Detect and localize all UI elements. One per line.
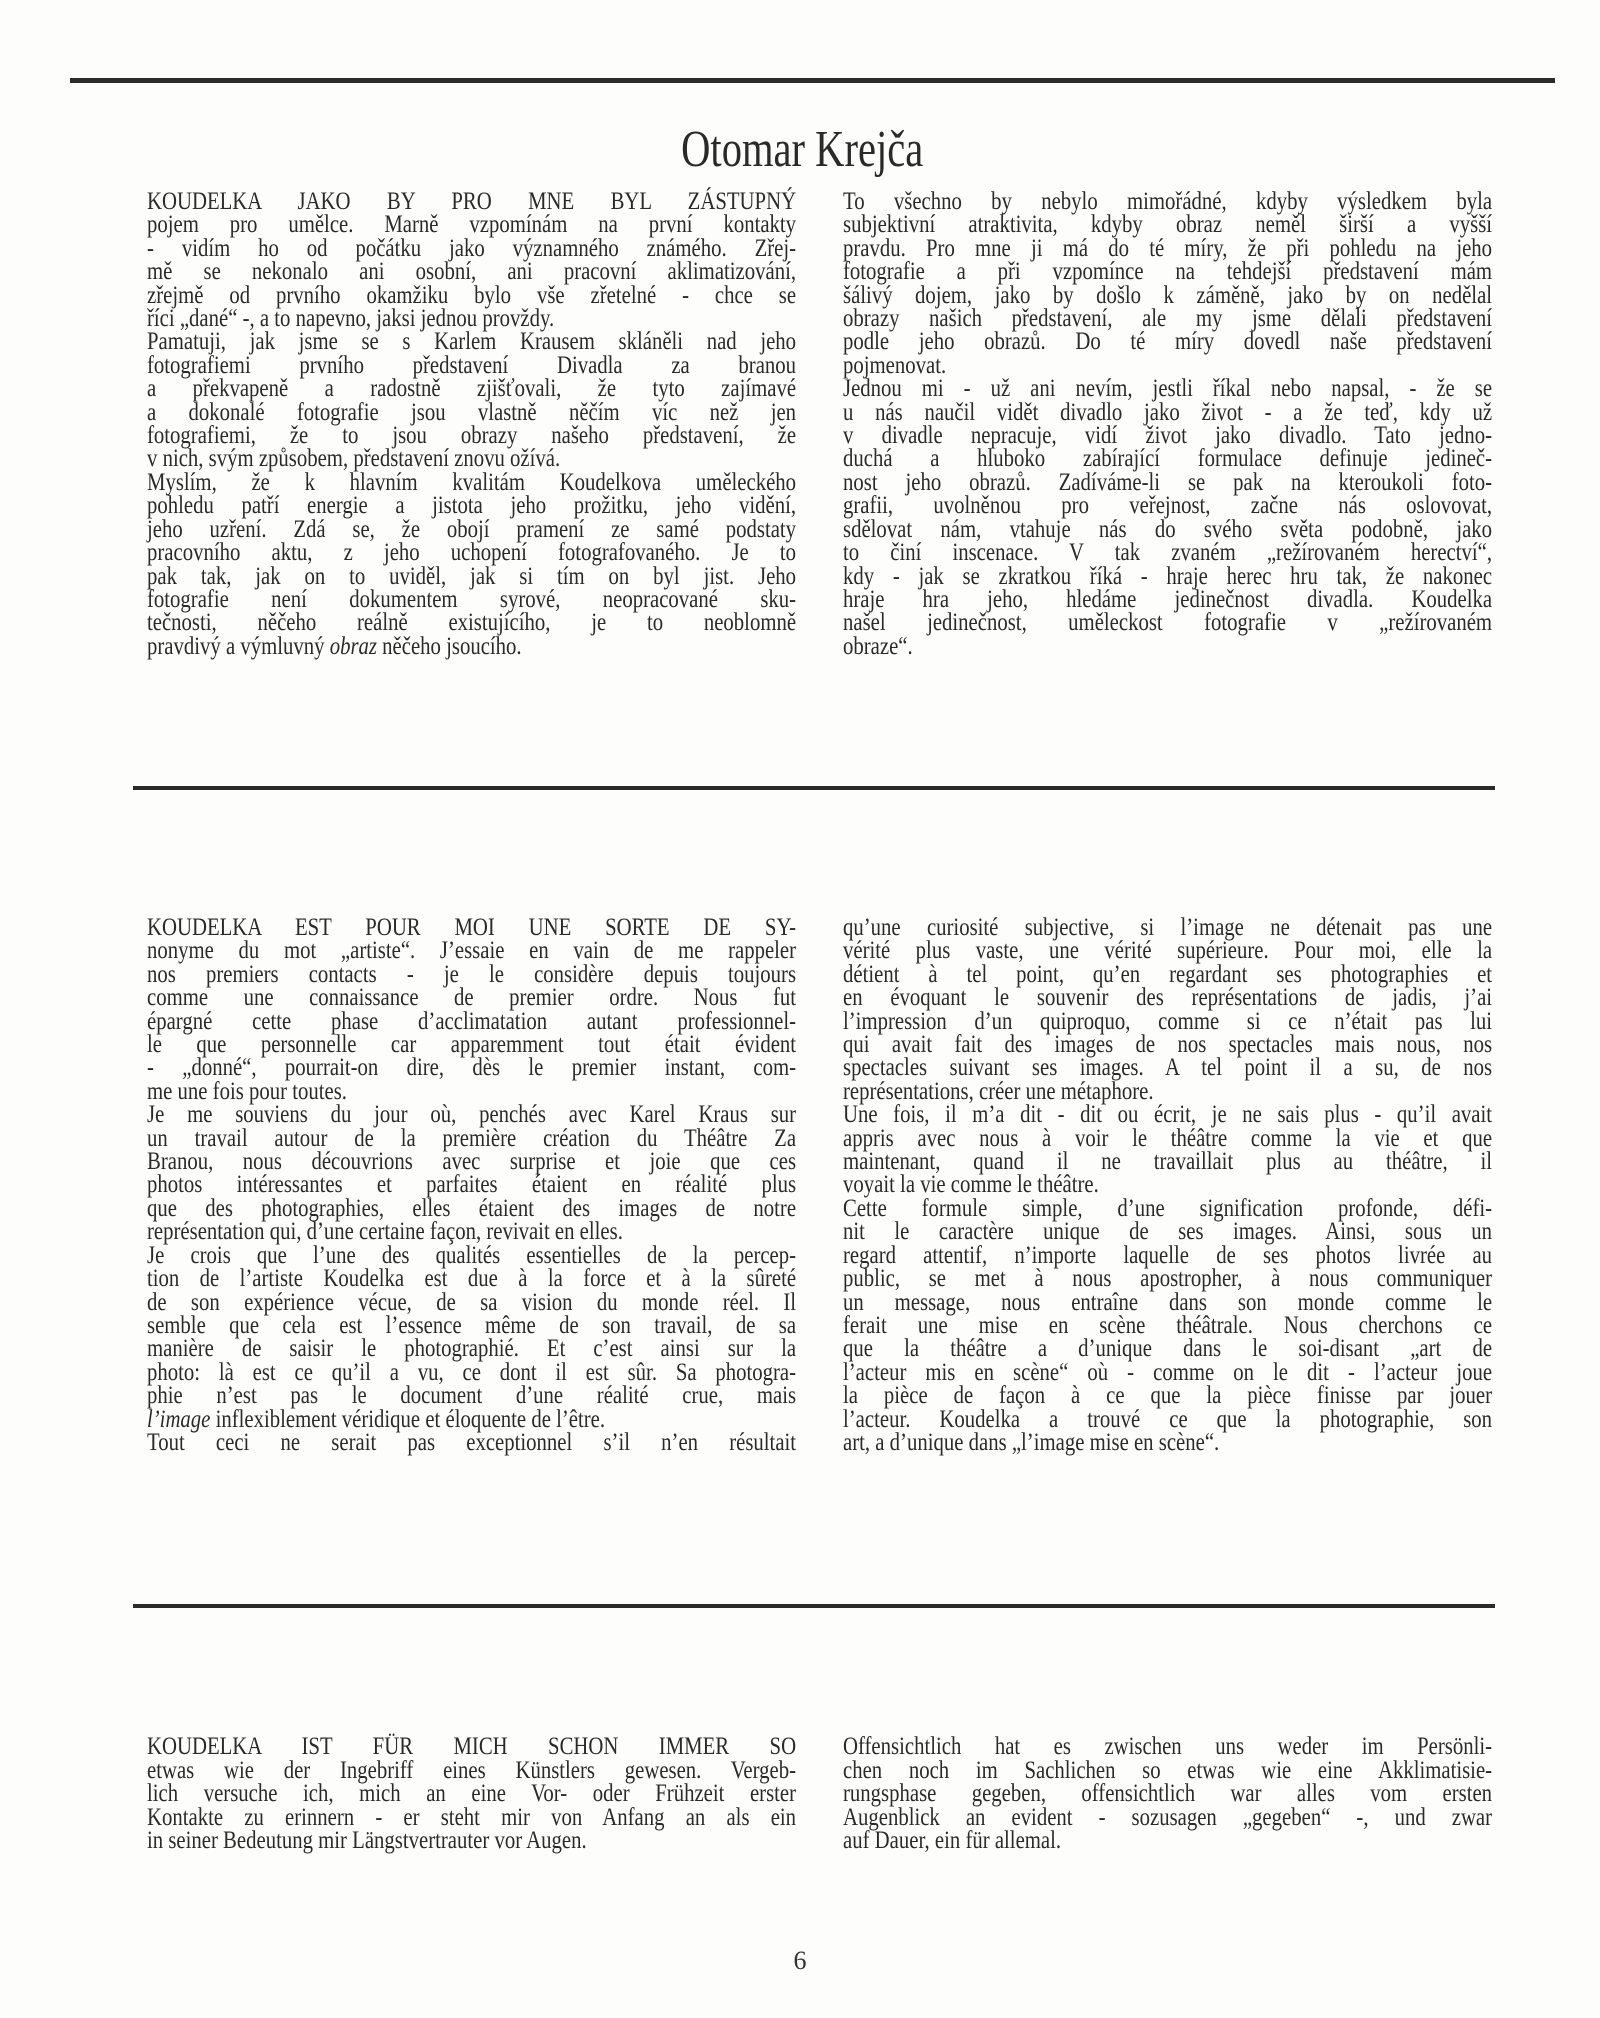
text-line: la pièce de façon à ce que la pièce finisse par jouer [843, 1382, 1493, 1410]
text-line: kdy - jak se zkratkou říká - hraje herec hru tak, že nakonec [843, 562, 1493, 590]
text-line: phie n’est pas le document d’une réalité crue, mais [147, 1382, 797, 1410]
text-line: našel jedinečnost, uměleckost fotografie v „režírovaném [843, 609, 1493, 637]
text-line: obrazy našich představení, ale my jsme dělali představení [843, 305, 1493, 333]
section-divider-2 [133, 1604, 1495, 1608]
text-line: représentations, créer une métaphore. [843, 1077, 1154, 1105]
text-line: chen noch im Sachlichen so etwas wie eine Akklimatisie- [843, 1756, 1493, 1784]
text-line: a překvapeně a radostně zjišťovali, že tyto zajímavé [147, 375, 797, 403]
text-line: l’acteur. Koudelka a trouvé ce que la photographie, son [843, 1405, 1493, 1433]
text-line: - vidím ho od počátku jako významného známého. Zřej- [147, 234, 797, 262]
text-line: le que personnelle car apparemment tout était évident [147, 1031, 797, 1059]
text-line: šálivý dojem, jako by došlo k záměně, jako by on nedělal [843, 281, 1493, 309]
text-line: nonyme du mot „artiste“. J’essaie en vain de me rappeler [147, 937, 797, 965]
text-line: Tout ceci ne serait pas exceptionnel s’il n’en résultait [147, 1428, 797, 1456]
text-line: voyait la vie comme le théâtre. [843, 1171, 1099, 1199]
text-line: que la théâtre a d’unique dans le soi-disant „art de [843, 1335, 1493, 1363]
text-line: v nich, svým způsobem, představení znovu ožívá. [147, 445, 561, 473]
text-line: spectacles suivant ses images. A tel point il a su, de nos [843, 1054, 1493, 1082]
text-line: in seiner Bedeutung mir Längstvertrauter vor Augen. [147, 1827, 587, 1855]
text-line: duchá a hluboko zabírající formulace definuje jedineč- [843, 445, 1493, 473]
page-number: 6 [793, 1946, 807, 1975]
text-line: qui avait fait des images de nos spectacles mais nous, nos [843, 1031, 1493, 1059]
text-line: - „donné“, pourrait-on dire, dès le premier instant, com- [147, 1054, 797, 1082]
text-line: pojem pro umělce. Marně vzpomínám na první kontakty [147, 211, 797, 239]
text-line: un message, nous entraîne dans son monde comme le [843, 1288, 1493, 1316]
text-line: semble que cela est l’essence même de son travail, de sa [147, 1311, 797, 1339]
text-line: zřejmě od prvního okamžiku bylo vše zřetelné - chce se [147, 281, 797, 309]
text-line: mě se nekonalo ani osobní, ani pracovní aklimatizování, [147, 258, 797, 286]
text-line: l’acteur mis en scène“ où - comme on le dit - l’acteur joue [843, 1358, 1493, 1386]
text-line: nost jeho obrazů. Zadíváme-li se pak na kteroukoli foto- [843, 468, 1493, 496]
text-line: auf Dauer, ein für allemal. [843, 1827, 1062, 1855]
top-rule [70, 78, 1555, 83]
text-line: obraze“. [843, 632, 913, 660]
french-column-left [147, 916, 796, 1454]
text-line: fotografie není dokumentem syrové, neopracované sku- [147, 585, 797, 613]
text-line: to činí inscenace. V tak zvaném „režírovaném herectví“, [843, 539, 1493, 567]
text-line: de son expérience vécue, de sa vision du monde réel. Il [147, 1288, 797, 1316]
text-line: pravdu. Pro mne ji má do té míry, že při pohledu na jeho [843, 234, 1493, 262]
text-line: nos premiers contacts - je le considère depuis toujours [147, 960, 797, 988]
text-run: něčeho jsoucího. [376, 632, 522, 660]
text-line: appris avec nous à voir le théâtre comme la vie et que [843, 1124, 1493, 1152]
text-line: épargné cette phase d’acclimatation autant professionnel- [147, 1007, 797, 1035]
text-line: Augenblick an evident - sozusagen „gegeben“ -, und zwar [843, 1803, 1493, 1831]
text-line: représentation qui, d’une certaine façon, revivait en elles. [147, 1218, 623, 1246]
text-line: KOUDELKA EST POUR MOI UNE SORTE DE SY- [147, 914, 797, 941]
page-title: Otomar Krejča [681, 121, 924, 178]
text-line: fotografiemi, že to jsou obrazy našeho představení, že [147, 422, 797, 450]
text-line: Myslím, že k hlavním kvalitám Koudelkova uměleckého [147, 468, 797, 496]
text-line: détient à tel point, qu’en regardant ses photographies et [843, 960, 1493, 988]
text-line: tečnosti, něčeho reálně existujícího, je to neoblomně [147, 609, 797, 637]
text-run: inflexiblement véridique et éloquente de l’être. [210, 1405, 606, 1433]
text-line: public, se met à nous apostropher, à nous communiquer [843, 1265, 1493, 1293]
section-divider-1 [133, 786, 1495, 790]
text-line: Kontakte zu erinnern - er steht mir von Anfang an als ein [147, 1803, 797, 1831]
german-column-right [843, 1735, 1492, 1853]
text-line: sdělovat nám, vtahuje nás do svého světa podobně, jako [843, 515, 1493, 543]
text-line: Je crois que l’une des qualités essentielles de la percep- [147, 1241, 797, 1269]
text-line: KOUDELKA IST FÜR MICH SCHON IMMER SO [147, 1733, 797, 1760]
text-line: říci „dané“ -, a to napevno, jaksi jednou provždy. [147, 305, 555, 333]
text-line [147, 632, 796, 660]
text-line: To všechno by nebylo mimořádné, kdyby výsledkem byla [843, 188, 1493, 215]
text-line: Cette formule simple, d’une signification profonde, défi- [843, 1194, 1493, 1222]
text-line: l’impression d’un quiproquo, comme si ce n’était pas lui [843, 1007, 1493, 1035]
text-line: photo: là est ce qu’il a vu, ce dont il est sûr. Sa photogra- [147, 1358, 797, 1386]
text-line: Branou, nous découvrions avec surprise et joie que ces [147, 1148, 797, 1176]
czech-column-left [147, 190, 796, 658]
text-line: qu’une curiosité subjective, si l’image ne détenait pas une [843, 914, 1493, 941]
text-line: fotografie a při vzpomínce na tehdejší představení mám [843, 258, 1493, 286]
text-line: Je me souviens du jour où, penchés avec Karel Kraus sur [147, 1101, 797, 1129]
text-line: comme une connaissance de premier ordre. Nous fut [147, 984, 797, 1012]
text-line: manière de saisir le photographié. Et c’est ainsi sur la [147, 1335, 797, 1363]
text-line: pracovního aktu, z jeho uchopení fotografovaného. Je to [147, 539, 797, 567]
text-line: en évoquant le souvenir des représentations de jadis, j’ai [843, 984, 1493, 1012]
text-line: regard attentif, n’importe laquelle de ses photos livrée au [843, 1241, 1493, 1269]
text-line: etwas wie der Ingebriff eines Künstlers gewesen. Vergeb- [147, 1756, 797, 1784]
text-line: pak tak, jak on to uviděl, jak si tím on byl jist. Jeho [147, 562, 797, 590]
text-line: v divadle nepracuje, vidí život jako divadlo. Tato jedno- [843, 422, 1493, 450]
text-line: rungsphase gegeben, offensichtlich war alles vom ersten [843, 1780, 1493, 1808]
text-line: photos intéressantes et parfaites étaient en réalité plus [147, 1171, 797, 1199]
text-line: pojmenovat. [843, 351, 947, 379]
text-line: jeho uzření. Zdá se, že obojí pramení ze samé podstaty [147, 515, 797, 543]
text-line: u nás naučil vidět divadlo jako život - a že teď, kdy už [843, 398, 1493, 426]
text-line: lich versuche ich, mich an eine Vor- oder Frühzeit erster [147, 1780, 797, 1808]
german-column-left [147, 1735, 796, 1853]
text-line: Offensichtlich hat es zwischen uns weder im Persönli- [843, 1733, 1493, 1760]
text-line: podle jeho obrazů. Do té míry dovedl naše představení [843, 328, 1493, 356]
text-line: KOUDELKA JAKO BY PRO MNE BYL ZÁSTUPNÝ [147, 188, 797, 215]
text-run: pravdivý a výmluvný [147, 632, 330, 660]
italic-word: obraz [329, 632, 377, 660]
text-line: maintenant, quand il ne travaillait plus au théâtre, il [843, 1148, 1493, 1176]
text-line: nit le caractère unique de ses images. Ainsi, sous un [843, 1218, 1493, 1246]
italic-word: l’image [147, 1405, 211, 1433]
text-line: me une fois pour toutes. [147, 1077, 347, 1105]
french-column-right [843, 916, 1492, 1454]
text-line: fotografiemi prvního představení Divadla za branou [147, 351, 797, 379]
text-line: a dokonalé fotografie jsou vlastně něčím víc než jen [147, 398, 797, 426]
text-line: que des photographies, elles étaient des images de notre [147, 1194, 797, 1222]
text-line: art, a d’unique dans „l’image mise en scène“. [843, 1428, 1220, 1456]
text-line: Pamatuji, jak jsme se s Karlem Krausem skláněli nad jeho [147, 328, 797, 356]
text-line: grafii, uvolněnou pro veřejnost, začne nás oslovovat, [843, 492, 1493, 520]
text-line [147, 1405, 796, 1433]
czech-column-right [843, 190, 1492, 658]
text-line: Jednou mi - už ani nevím, jestli říkal nebo napsal, - že se [843, 375, 1493, 403]
text-line: un travail autour de la première création du Théâtre Za [147, 1124, 797, 1152]
text-line: pohledu patří energie a jistota jeho prožitku, jeho vidění, [147, 492, 797, 520]
text-line: subjektivní atraktivita, kdyby obraz neměl širší a vyšší [843, 211, 1493, 239]
text-line: hraje hra jeho, hledáme jedinečnost divadla. Koudelka [843, 585, 1493, 613]
text-line: tion de l’artiste Koudelka est due à la force et à la sûreté [147, 1265, 797, 1293]
text-line: ferait une mise en scène théâtrale. Nous cherchons ce [843, 1311, 1493, 1339]
text-line: Une fois, il m’a dit - dit ou écrit, je ne sais plus - qu’il avait [843, 1101, 1493, 1129]
text-line: vérité plus vaste, une vérité supérieure. Pour moi, elle la [843, 937, 1493, 965]
